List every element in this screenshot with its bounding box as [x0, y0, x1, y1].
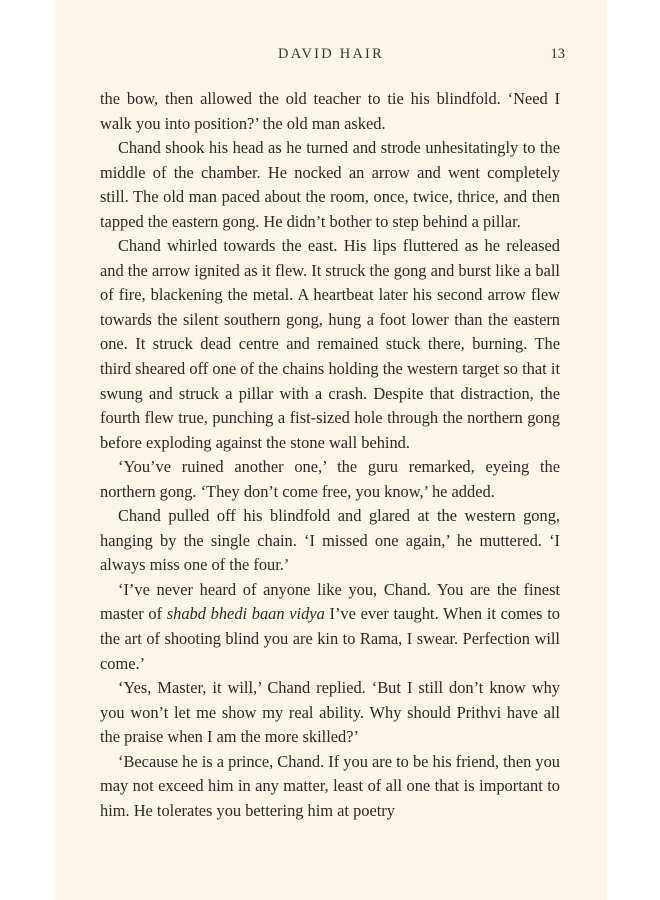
- running-head: [55, 46, 607, 66]
- paragraph: Chand pulled off his blindfold and glared at the western gong, hanging by the single chain. ‘I missed one again,’ he muttered. ‘I always miss one of the four.’: [100, 506, 560, 575]
- paragraph-text: ‘I’ve never heard of anyone like you, Chand. You are the finest master of: [100, 579, 560, 624]
- paragraph: Chand whirled towards the east. His lips fluttered as he released and the arrow ignited as it flew. It struck the gong and burst like a ball of fire, blackening the metal. A heartbeat later his second arrow flew towards the silent southern gong, hung a foot lower than the eastern one. It struck dead centre and remained stuck there, burning. The third sheared off one of the chains holding the western target so that it swung and struck a pillar with a crash. Despite that distraction, the fourth flew true, punching a fist-sized hole through the northern gong before exploding against the stone wall behind.: [100, 236, 560, 452]
- italic-term: shabd bhedi baan vidya: [166, 604, 325, 624]
- paragraph: ‘You’ve ruined another one,’ the guru remarked, eyeing the northern gong. ‘They don’t come free, you know,’ he added.: [100, 457, 560, 501]
- paragraph: ‘Yes, Master, it will,’ Chand replied. ‘But I still don’t know why you won’t let me show my real ability. Why should Prithvi have all the praise when I am the more skilled?’: [100, 678, 560, 747]
- page-number: 13: [550, 46, 565, 62]
- body-text: [100, 87, 560, 823]
- paragraph: ‘Because he is a prince, Chand. If you are to be his friend, then you may not exceed him in any matter, least of all one that is important to him. He tolerates you bettering him at poetry: [100, 751, 560, 820]
- running-head-author: DAVID HAIR: [278, 46, 384, 62]
- paragraph-text: I’ve ever taught. When it comes to the art of shooting blind you are kin to Rama, I swear. Perfection will come.’: [100, 604, 560, 673]
- book-page: [55, 0, 607, 900]
- paragraph: Chand shook his head as he turned and strode unhesitatingly to the middle of the chamber. He nocked an arrow and went completely still. The old man paced about the room, once, twice, thrice, and then tapped the eastern gong. He didn’t bother to step behind a pillar.: [100, 138, 560, 231]
- paragraph: [100, 578, 560, 676]
- paragraph: the bow, then allowed the old teacher to tie his blindfold. ‘Need I walk you into position?’ the old man asked.: [100, 89, 560, 133]
